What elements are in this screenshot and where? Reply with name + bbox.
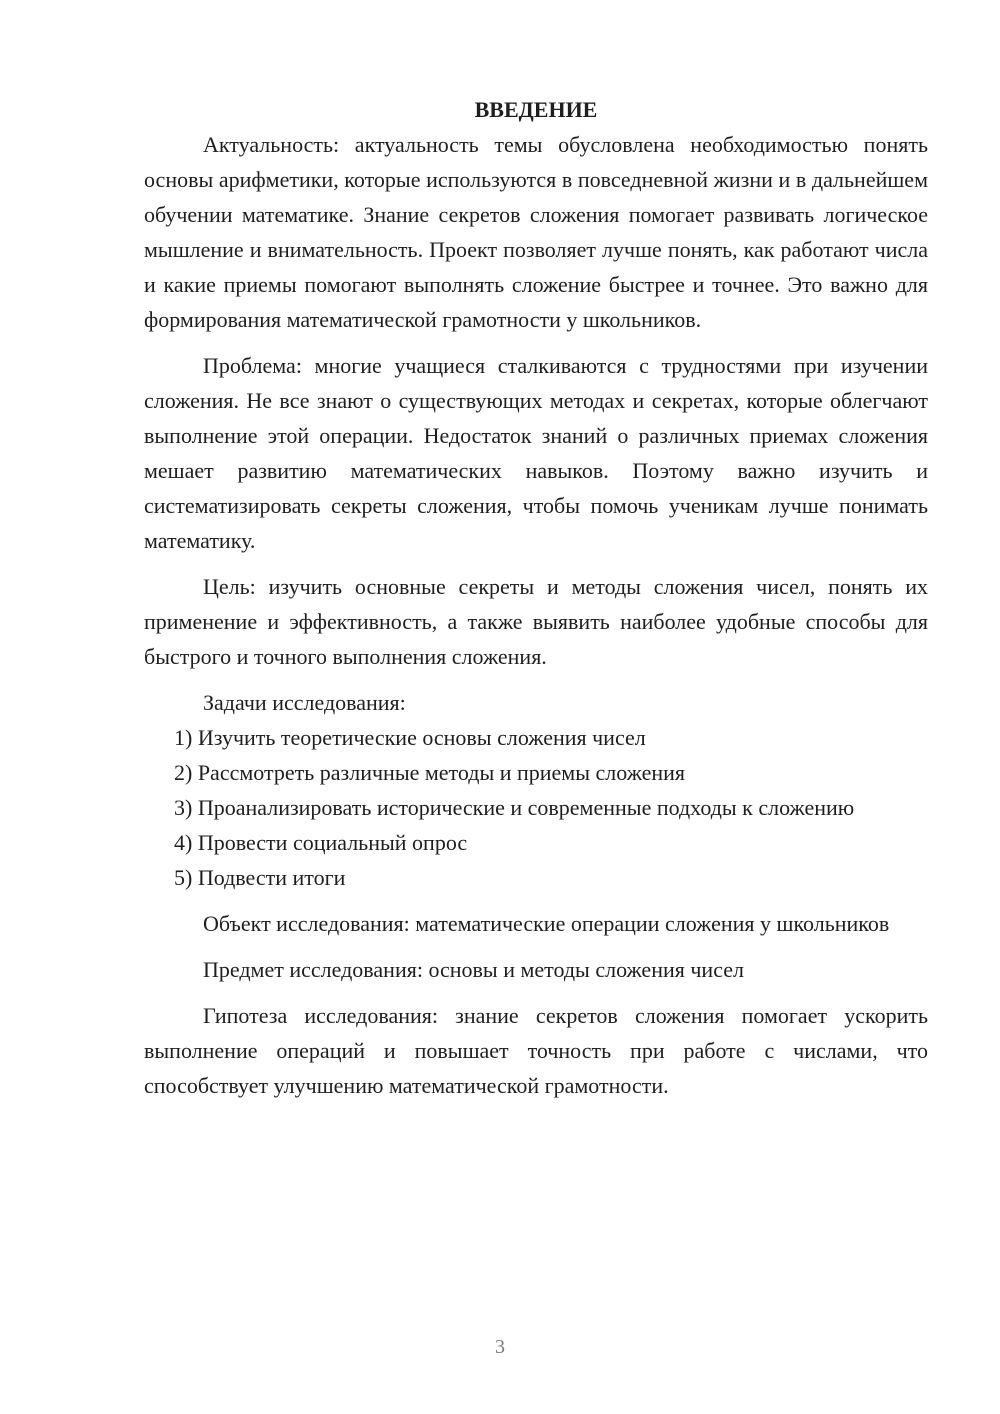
page-title: ВВЕДЕНИЕ bbox=[474, 97, 598, 122]
object-paragraph: Объект исследования: математические операции сложения у школьников bbox=[203, 911, 890, 936]
tasks-list bbox=[144, 720, 928, 895]
relevance-paragraph: Актуальность: актуальность темы обусловлена необходимостью понять основы арифметики, которые используются в повседневной жизни и в дальнейшем обучении математике. Знание секретов сложения помогает развивать логическое мышление и внимательность. Проект позволяет лучше понять, как работают числа и какие приемы помогают выполнять сложение быстрее и точнее. Это важно для формирования математической грамотности у школьников. bbox=[144, 132, 928, 332]
page-number: 3 bbox=[495, 1336, 505, 1358]
subject-paragraph: Предмет исследования: основы и методы сложения чисел bbox=[203, 957, 744, 982]
list-item: 3) Проанализировать исторические и современные подходы к сложению bbox=[174, 795, 855, 820]
document-page bbox=[144, 92, 928, 1103]
list-item: 5) Подвести итоги bbox=[174, 865, 346, 890]
tasks-heading: Задачи исследования: bbox=[203, 690, 406, 715]
problem-paragraph: Проблема: многие учащиеся сталкиваются с трудностями при изучении сложения. Не все знают о существующих методах и секретах, которые облегчают выполнение этой операции. Недостаток знаний о различных приемах сложения мешает развитию математических навыков. Поэтому важно изучить и систематизировать секреты сложения, чтобы помочь ученикам лучше понимать математику. bbox=[144, 353, 928, 553]
list-item: 1) Изучить теоретические основы сложения чисел bbox=[174, 725, 646, 750]
goal-paragraph: Цель: изучить основные секреты и методы сложения чисел, понять их применение и эффективность, а также выявить наиболее удобные способы для быстрого и точного выполнения сложения. bbox=[144, 574, 928, 669]
hypothesis-paragraph: Гипотеза исследования: знание секретов сложения помогает ускорить выполнение операций и повышает точность при работе с числами, что способствует улучшению математической грамотности. bbox=[144, 1003, 928, 1098]
list-item: 4) Провести социальный опрос bbox=[174, 830, 468, 855]
list-item: 2) Рассмотреть различные методы и приемы сложения bbox=[174, 760, 686, 785]
